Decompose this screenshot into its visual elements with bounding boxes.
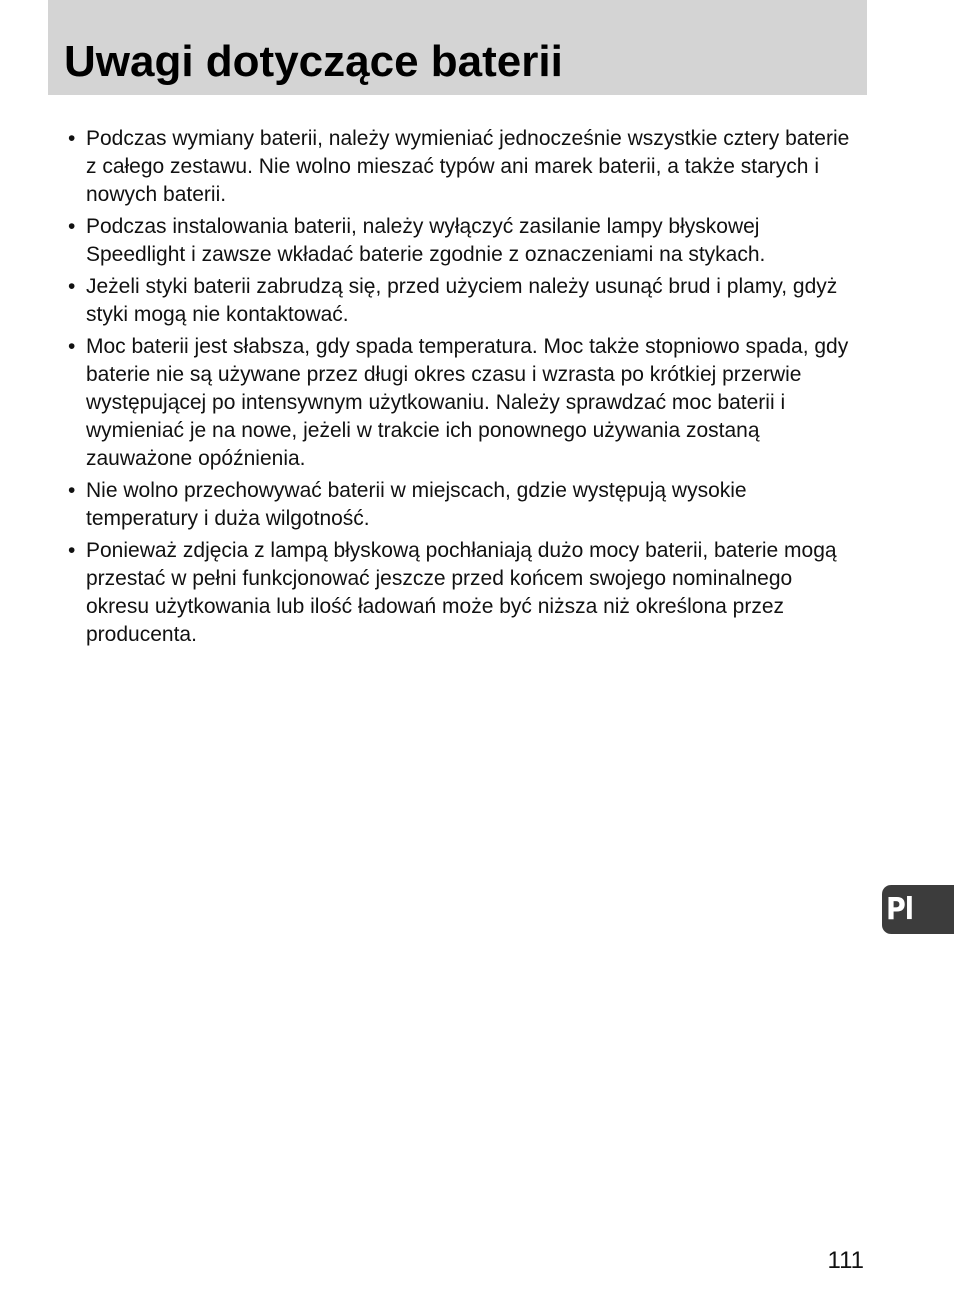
list-item — [68, 477, 860, 533]
language-tab: Pl — [882, 885, 954, 934]
bullet-icon: • — [68, 127, 76, 150]
battery-notes-list — [68, 125, 860, 653]
list-item-text: Ponieważ zdjęcia z lampą błyskową pochłaniają dużo mocy baterii, baterie mogą przestać w pełni funkcjonować jeszcze przed końcem swojego nominalnego okresu użytkowania lub ilość ładowań może być niższa niż określona przez producenta. — [86, 539, 837, 646]
bullet-icon: • — [68, 215, 76, 238]
list-item — [68, 537, 860, 649]
page-title: Uwagi dotyczące baterii — [64, 37, 563, 86]
list-item — [68, 273, 860, 329]
bullet-icon: • — [68, 335, 76, 358]
list-item-text: Podczas wymiany baterii, należy wymieniać jednocześnie wszystkie cztery baterie z całego zestawu. Nie wolno mieszać typów ani marek baterii, a także starych i nowych baterii. — [86, 127, 850, 206]
bullet-icon: • — [68, 479, 76, 502]
page-number: 111 — [827, 1247, 864, 1274]
bullet-icon: • — [68, 539, 76, 562]
list-item-text: Podczas instalowania baterii, należy wyłączyć zasilanie lampy błyskowej Speedlight i zawsze wkładać baterie zgodnie z oznaczeniami na stykach. — [86, 215, 766, 266]
list-item-text: Moc baterii jest słabsza, gdy spada temperatura. Moc także stopniowo spada, gdy baterie nie są używane przez długi okres czasu i wzrasta po krótkiej przerwie występującej po intensywnym użytkowaniu. Należy sprawdzać moc baterii i wymieniać je na nowe, jeżeli w trakcie ich ponownego używania zostaną zauważone opóźnienia. — [86, 335, 849, 470]
bullet-icon: • — [68, 275, 76, 298]
list-item — [68, 213, 860, 269]
title-band — [48, 0, 867, 95]
list-item — [68, 333, 860, 473]
list-item-text: Nie wolno przechowywać baterii w miejscach, gdzie występują wysokie temperatury i duża wilgotność. — [86, 479, 747, 530]
list-item — [68, 125, 860, 209]
list-item-text: Jeżeli styki baterii zabrudzą się, przed użyciem należy usunąć brud i plamy, gdyż styki mogą nie kontaktować. — [86, 275, 838, 326]
